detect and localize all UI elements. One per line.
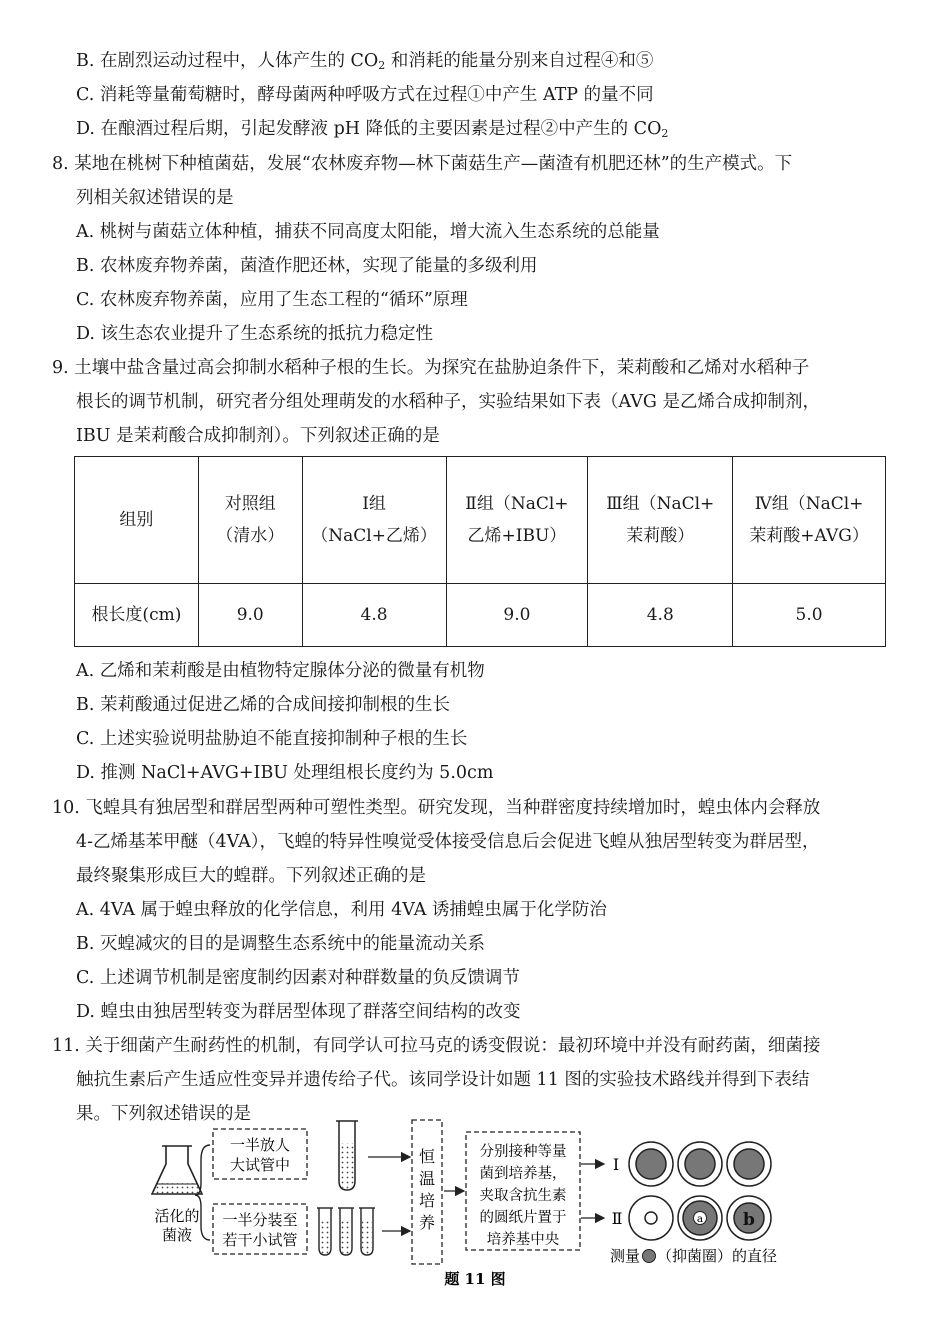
measure-label-prefix: 测量 bbox=[610, 1247, 641, 1265]
table-header-group: 组别 bbox=[75, 457, 199, 584]
table-cell-value: 4.8 bbox=[588, 584, 733, 647]
q7-option-d: D. 在酿酒过程后期，引起发酵液 pH 降低的主要因素是过程②中产生的 $CO_2$ bbox=[76, 119, 669, 140]
box-large-tube-line2: 大试管中 bbox=[229, 1156, 291, 1174]
q8-stem-line2: 列相关叙述错误的是 bbox=[76, 188, 234, 208]
q10-stem-line1: 10. 飞蝗具有独居型和群居型两种可塑性类型。研究发现，当种群密度持续增加时，蝗虫体内会释放 bbox=[52, 798, 821, 818]
dish-b-label: b bbox=[743, 1210, 755, 1230]
table-cell-value: 5.0 bbox=[733, 584, 886, 647]
flask-label-2: 菌液 bbox=[161, 1226, 193, 1244]
table-cell-value: 9.0 bbox=[198, 584, 302, 647]
table-cell-value: 9.0 bbox=[446, 584, 588, 647]
inoculate-line: 夹取含抗生素 bbox=[479, 1188, 567, 1204]
petri-dish-icon bbox=[727, 1142, 771, 1186]
q10-option-a: A. 4VA 属于蝗虫释放的化学信息，利用 4VA 诱捕蝗虫属于化学防治 bbox=[76, 900, 607, 920]
inoculate-line: 培养基中央 bbox=[486, 1232, 560, 1248]
row-label-2: Ⅱ bbox=[611, 1209, 623, 1228]
petri-dish-icon bbox=[629, 1142, 673, 1186]
row-label-1: Ⅰ bbox=[612, 1155, 620, 1174]
incubate-char: 养 bbox=[418, 1213, 436, 1232]
q11-stem-line2: 触抗生素后产生适应性变异并遗传给子代。该同学设计如题 11 图的实验技术路线并得到下表结 bbox=[76, 1070, 810, 1090]
q8-option-c: C. 农林废弃物养菌，应用了生态工程的“循环”原理 bbox=[76, 290, 468, 310]
table-header-group-4: Ⅳ组（NaCl+ 茉莉酸+AVG） bbox=[733, 457, 886, 584]
table-header-group-3: Ⅲ组（NaCl+ 茉莉酸） bbox=[588, 457, 733, 584]
q9-option-d: D. 推测 NaCl+AVG+IBU 处理组根长度约为 5.0cm bbox=[76, 763, 494, 783]
q10-option-d: D. 蝗虫由独居型转变为群居型体现了群落空间结构的改变 bbox=[76, 1002, 521, 1022]
results-table bbox=[74, 456, 886, 647]
q8-option-d: D. 该生态农业提升了生态系统的抵抗力稳定性 bbox=[76, 324, 434, 344]
table-header-group-2: Ⅱ组（NaCl+ 乙烯+IBU） bbox=[446, 457, 588, 584]
flask-label-1: 活化的 bbox=[154, 1207, 200, 1225]
petri-dish-icon bbox=[629, 1196, 673, 1240]
table-header-group-1: Ⅰ组 （NaCl+乙烯） bbox=[302, 457, 446, 584]
incubate-char: 温 bbox=[418, 1169, 436, 1188]
flask-icon bbox=[152, 1146, 202, 1194]
inoculate-line: 的圆纸片置于 bbox=[479, 1210, 567, 1226]
box-small-tubes-line1: 一半分装至 bbox=[222, 1211, 298, 1229]
inoculate-line: 分别接种等量 bbox=[479, 1144, 567, 1160]
q8-option-a: A. 桃树与菌菇立体种植，捕获不同高度太阳能，增大流入生态系统的总能量 bbox=[76, 222, 660, 242]
q10-option-b: B. 灭蝗减灾的目的是调整生态系统中的能量流动关系 bbox=[76, 934, 485, 954]
q8-option-b: B. 农林废弃物养菌，菌渣作肥还林，实现了能量的多级利用 bbox=[76, 256, 538, 276]
measure-label-suffix: （抑菌圈）的直径 bbox=[657, 1247, 778, 1265]
q10-stem-line2: 4-乙烯基苯甲醚（4VA），飞蝗的特异性嗅觉受体接受信息后会促进飞蝗从独居型转变为群居型， bbox=[76, 832, 820, 852]
box-small-tubes-line2: 若干小试管 bbox=[222, 1231, 298, 1249]
table-cell-value: 4.8 bbox=[302, 584, 446, 647]
figure-caption: 题 11 图 bbox=[444, 1270, 506, 1288]
table-root-length-label: 根长度(cm) bbox=[75, 584, 199, 647]
inoculate-line: 菌到培养基， bbox=[479, 1166, 567, 1182]
inhibition-zone-icon bbox=[643, 1250, 656, 1263]
q9-option-a: A. 乙烯和茉莉酸是由植物特定腺体分泌的微量有机物 bbox=[76, 661, 485, 681]
box-large-tube-line1: 一半放人 bbox=[229, 1136, 291, 1154]
table-header-control: 对照组 （清水） bbox=[198, 457, 302, 584]
q9-option-b: B. 茉莉酸通过促进乙烯的合成间接抑制根的生长 bbox=[76, 695, 450, 715]
q7-option-c: C. 消耗等量葡萄糖时，酵母菌两种呼吸方式在过程①中产生 ATP 的量不同 bbox=[76, 85, 654, 105]
dish-a-label: a bbox=[696, 1213, 704, 1225]
q10-option-c: C. 上述调节机制是密度制约因素对种群数量的负反馈调节 bbox=[76, 968, 520, 988]
experiment-figure bbox=[0, 1110, 950, 1310]
large-test-tube-icon bbox=[336, 1121, 358, 1190]
q9-option-c: C. 上述实验说明盐胁迫不能直接抑制种子根的生长 bbox=[76, 729, 468, 749]
small-test-tube-icon bbox=[338, 1208, 354, 1255]
small-test-tube-icon bbox=[359, 1208, 375, 1255]
incubate-char: 恒 bbox=[418, 1147, 436, 1166]
q10-stem-line3: 最终聚集形成巨大的蝗群。下列叙述正确的是 bbox=[76, 866, 426, 886]
q7-option-b: B. 在剧烈运动过程中，人体产生的 $CO_2$ 和消耗的能量分别来自过程④和⑤ bbox=[76, 51, 654, 72]
small-test-tube-icon bbox=[317, 1208, 333, 1255]
q8-stem-line1: 8. 某地在桃树下种植菌菇，发展“农林废弃物—林下菌菇生产—菌渣有机肥还林”的生产模式。下 bbox=[52, 154, 793, 174]
q11-stem-line3: 果。下列叙述错误的是 bbox=[76, 1104, 251, 1124]
q9-stem-line2: 根长的调节机制，研究者分组处理萌发的水稻种子，实验结果如下表（AVG 是乙烯合成抑制剂， bbox=[76, 392, 820, 412]
incubate-char: 培 bbox=[418, 1191, 436, 1210]
q11-stem-line1: 11. 关于细菌产生耐药性的机制，有同学认可拉马克的诱变假说：最初环境中并没有耐药菌，细菌接 bbox=[52, 1036, 821, 1056]
petri-dish-icon bbox=[678, 1142, 722, 1186]
q9-stem-line1: 9. 土壤中盐含量过高会抑制水稻种子根的生长。为探究在盐胁迫条件下，茉莉酸和乙烯对水稻种子 bbox=[52, 358, 810, 378]
q9-stem-line3: IBU 是茉莉酸合成抑制剂）。下列叙述正确的是 bbox=[76, 426, 440, 446]
